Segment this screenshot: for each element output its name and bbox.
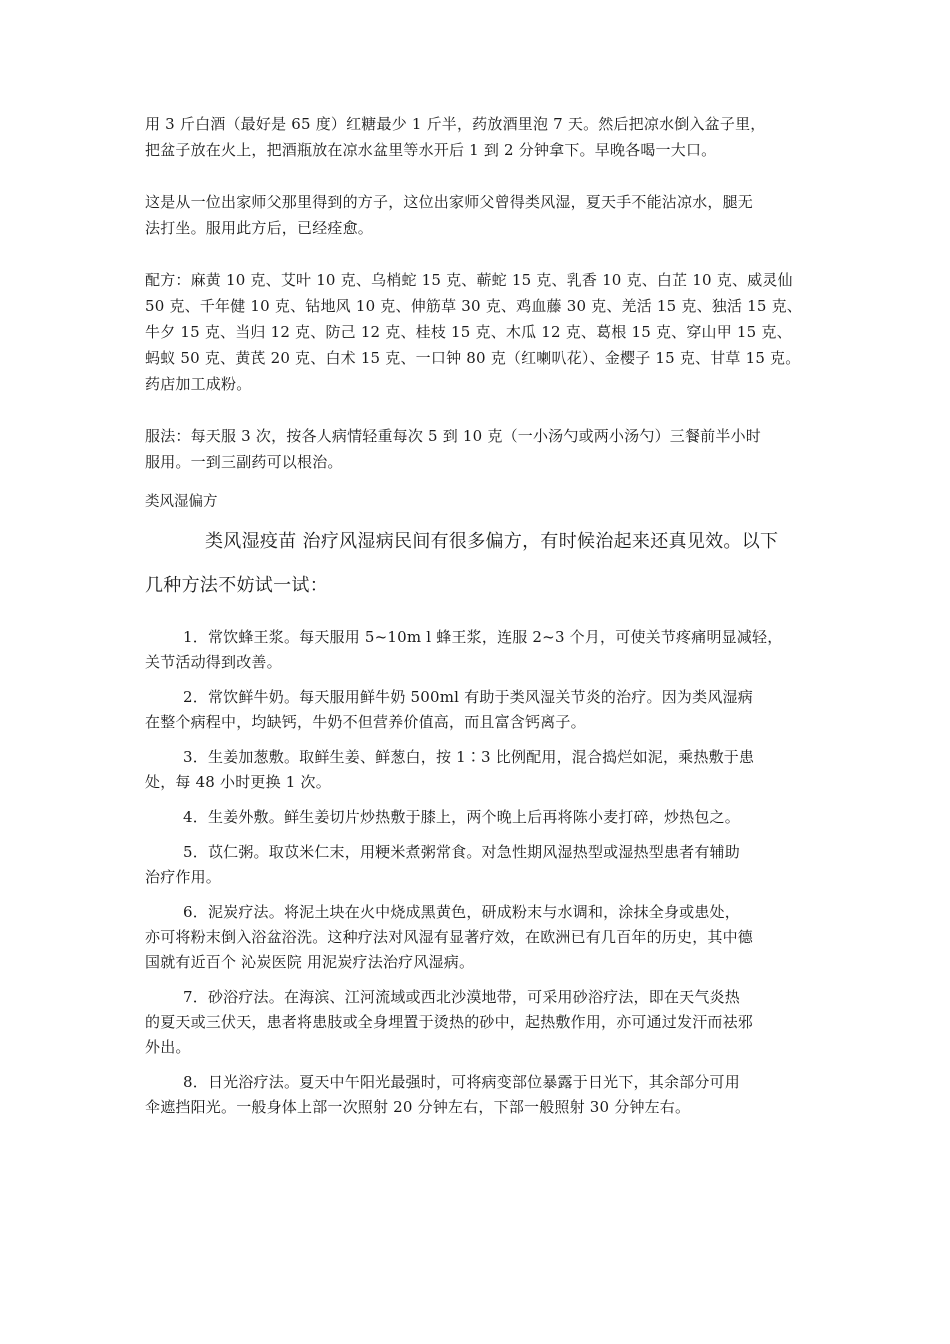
text-line: 在整个病程中，均缺钙，牛奶不但营养价值高，而且富含钙离子。 — [145, 713, 586, 731]
text-line: 服用。一到三副药可以根治。 — [145, 453, 343, 471]
paragraph-source — [145, 189, 813, 241]
text-line: 伞遮挡阳光。一般身体上部一次照射 20 分钟左右，下部一般照射 30 分钟左右。 — [145, 1098, 691, 1116]
list-item — [145, 625, 813, 675]
text-line: 6．泥炭疗法。将泥土块在火中烧成黑黄色，研成粉末与水调和，涂抹全身或患处， — [183, 903, 740, 921]
text-line: 药店加工成粉。 — [145, 375, 252, 393]
document-page — [145, 111, 813, 1130]
list-item — [145, 805, 813, 830]
list-item — [145, 840, 813, 890]
list-item — [145, 1070, 813, 1120]
text-line: 7．砂浴疗法。在海滨、江河流域或西北沙漠地带，可采用砂浴疗法，即在天气炎热 — [183, 988, 740, 1006]
text-line: 用 3 斤白酒（最好是 65 度）红糖最少 1 斤半，药放酒里泡 7 天。然后把凉水倒入盆子里， — [145, 115, 766, 133]
remedy-list — [145, 625, 813, 1120]
text-line: 5．苡仁粥。取苡米仁末，用粳米煮粥常食。对急性期风湿热型或湿热型患者有辅助 — [183, 843, 740, 861]
text-line: 1．常饮蜂王浆。每天服用 5~10m l 蜂王浆，连服 2~3 个月，可使关节疼痛明显减轻， — [183, 628, 783, 646]
section-subtitle: 类风湿偏方 — [145, 494, 218, 510]
text-line: 把盆子放在火上，把酒瓶放在凉水盆里等水开后 1 到 2 分钟拿下。早晚各喝一大口。 — [145, 141, 717, 159]
lead-line: 几种方法不妨试一试： — [145, 575, 328, 596]
text-line: 3．生姜加葱敷。取鲜生姜、鲜葱白，按 1∶3 比例配用，混合捣烂如泥，乘热敷于患 — [183, 748, 755, 766]
text-line: 法打坐。服用此方后，已经痊愈。 — [145, 219, 374, 237]
text-line: 8．日光浴疗法。夏天中午阳光最强时，可将病变部位暴露于日光下，其余部分可用 — [183, 1073, 740, 1091]
text-line: 国就有近百个 沁炭医院 用泥炭疗法治疗风湿病。 — [145, 953, 475, 971]
text-line: 服法：每天服 3 次，按各人病情轻重每次 5 到 10 克（一小汤勺或两小汤勺）三餐前半小时 — [145, 427, 761, 445]
text-line: 外出。 — [145, 1038, 191, 1056]
text-line: 蚂蚁 50 克、黄芪 20 克、白术 15 克、一口钟 80 克（红喇叭花）、金樱子 15 克、甘草 15 克。 — [145, 349, 801, 367]
text-line: 这是从一位出家师父那里得到的方子，这位出家师父曾得类风湿，夏天手不能沾凉水，腿无 — [145, 193, 754, 211]
list-item — [145, 685, 813, 735]
text-line: 4．生姜外敷。鲜生姜切片炒热敷于膝上，两个晚上后再将陈小麦打碎，炒热包之。 — [183, 808, 740, 826]
paragraph-formula — [145, 267, 813, 397]
text-line: 治疗作用。 — [145, 868, 222, 886]
text-line: 的夏天或三伏天，患者将患肢或全身埋置于烫热的砂中，起热敷作用，亦可通过发汗而祛邪 — [145, 1013, 754, 1031]
list-item — [145, 985, 813, 1060]
text-line: 配方：麻黄 10 克、艾叶 10 克、乌梢蛇 15 克、蕲蛇 15 克、乳香 10 克、白芷 10 克、威灵仙 — [145, 271, 793, 289]
text-line: 关节活动得到改善。 — [145, 653, 282, 671]
paragraph-dosage — [145, 423, 813, 475]
paragraph-preparation — [145, 111, 813, 163]
list-item — [145, 900, 813, 975]
text-line: 50 克、千年健 10 克、钻地风 10 克、伸筋草 30 克、鸡血藤 30 克、羌活 15 克、独活 15 克、 — [145, 297, 802, 315]
text-line: 牛夕 15 克、当归 12 克、防己 12 克、桂枝 15 克、木瓜 12 克、葛根 15 克、穿山甲 15 克、 — [145, 323, 792, 341]
lead-line: 类风湿疫苗 治疗风湿病民间有很多偏方，有时候治起来还真见效。以下 — [205, 531, 779, 552]
text-line: 2．常饮鲜牛奶。每天服用鲜牛奶 500ml 有助于类风湿关节炎的治疗。因为类风湿病 — [183, 688, 753, 706]
text-line: 处，每 48 小时更换 1 次。 — [145, 773, 331, 791]
list-item — [145, 745, 813, 795]
lead-paragraph — [145, 531, 813, 597]
text-line: 亦可将粉末倒入浴盆浴洗。这种疗法对风湿有显著疗效，在欧洲已有几百年的历史，其中德 — [145, 928, 754, 946]
